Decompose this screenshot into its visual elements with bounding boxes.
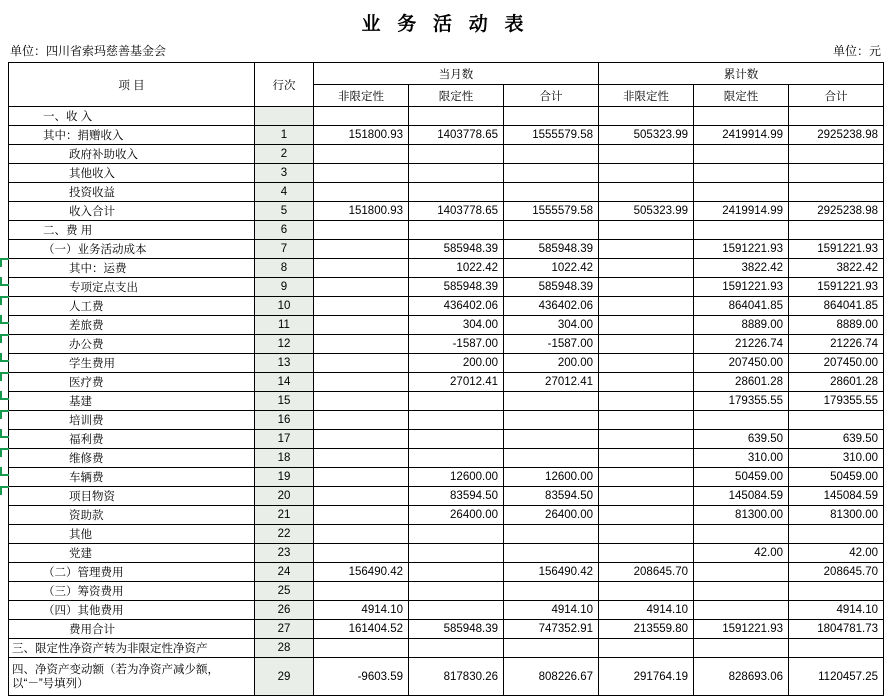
cell-current-total: 200.00 — [504, 354, 599, 373]
cell-cumulative-total — [789, 145, 884, 164]
cell-current-restricted — [409, 411, 504, 430]
row-item-label: 政府补助收入 — [9, 145, 255, 164]
cell-current-restricted — [409, 392, 504, 411]
cell-cumulative-total — [789, 639, 884, 658]
row-line-number: 18 — [255, 449, 314, 468]
table-row — [9, 582, 884, 601]
row-item-label: 项目物资 — [9, 487, 255, 506]
table-row — [9, 487, 884, 506]
cell-cumulative-total: 28601.28 — [789, 373, 884, 392]
unit-label: 单位：元 — [832, 44, 881, 58]
cell-current-unrestricted: -9603.59 — [314, 658, 409, 696]
cell-cumulative-unrestricted: 505323.99 — [599, 202, 694, 221]
cell-current-restricted: 585948.39 — [409, 620, 504, 639]
cell-cumulative-restricted — [694, 563, 789, 582]
table-row — [9, 658, 884, 696]
cell-current-total — [504, 582, 599, 601]
table-row — [9, 544, 884, 563]
cell-cumulative-unrestricted — [599, 373, 694, 392]
cell-cumulative-total: 81300.00 — [789, 506, 884, 525]
cell-cumulative-restricted — [694, 164, 789, 183]
table-row — [9, 126, 884, 145]
cell-cumulative-unrestricted — [599, 164, 694, 183]
table-row — [9, 639, 884, 658]
cell-current-unrestricted — [314, 316, 409, 335]
row-line-number — [255, 107, 314, 126]
page-title: 业 务 活 动 表 — [361, 14, 530, 35]
cell-current-total: 747352.91 — [504, 620, 599, 639]
row-line-number: 17 — [255, 430, 314, 449]
cell-cumulative-unrestricted — [599, 468, 694, 487]
cell-current-unrestricted — [314, 582, 409, 601]
cell-current-restricted — [409, 145, 504, 164]
table-row — [9, 240, 884, 259]
cell-current-unrestricted — [314, 107, 409, 126]
cell-current-unrestricted — [314, 430, 409, 449]
cell-cumulative-unrestricted — [599, 221, 694, 240]
cell-current-unrestricted — [314, 145, 409, 164]
cell-current-restricted: 1403778.65 — [409, 202, 504, 221]
cell-cumulative-restricted: 50459.00 — [694, 468, 789, 487]
cell-current-restricted: 26400.00 — [409, 506, 504, 525]
cell-cumulative-unrestricted — [599, 335, 694, 354]
cell-cumulative-unrestricted: 208645.70 — [599, 563, 694, 582]
cell-current-unrestricted — [314, 506, 409, 525]
cell-current-total: 585948.39 — [504, 278, 599, 297]
cell-current-unrestricted — [314, 164, 409, 183]
cell-current-total: -1587.00 — [504, 335, 599, 354]
cell-cumulative-restricted — [694, 183, 789, 202]
cell-current-restricted — [409, 601, 504, 620]
cell-cumulative-total: 1591221.93 — [789, 278, 884, 297]
row-item-label: 其中：捐赠收入 — [9, 126, 255, 145]
cell-current-restricted — [409, 563, 504, 582]
row-item-label: 专项定点支出 — [9, 278, 255, 297]
cell-cumulative-restricted: 28601.28 — [694, 373, 789, 392]
table-row — [9, 354, 884, 373]
cell-cumulative-restricted: 1591221.93 — [694, 620, 789, 639]
row-line-number: 13 — [255, 354, 314, 373]
cell-current-unrestricted: 4914.10 — [314, 601, 409, 620]
cell-current-unrestricted — [314, 639, 409, 658]
cell-cumulative-restricted: 207450.00 — [694, 354, 789, 373]
header-cumulative-restricted: 限定性 — [694, 85, 789, 107]
header-cumulative-unrestricted: 非限定性 — [599, 85, 694, 107]
cell-current-unrestricted — [314, 240, 409, 259]
row-line-number: 25 — [255, 582, 314, 601]
row-line-number: 29 — [255, 658, 314, 696]
cell-current-restricted — [409, 183, 504, 202]
row-line-number: 14 — [255, 373, 314, 392]
cell-cumulative-total: 1804781.73 — [789, 620, 884, 639]
row-item-label: 费用合计 — [9, 620, 255, 639]
cell-cumulative-restricted: 639.50 — [694, 430, 789, 449]
table-row — [9, 259, 884, 278]
cell-current-unrestricted — [314, 373, 409, 392]
row-item-label: 投资收益 — [9, 183, 255, 202]
cell-current-total — [504, 525, 599, 544]
cell-current-unrestricted — [314, 183, 409, 202]
table-row — [9, 107, 884, 126]
cell-current-restricted: 1022.42 — [409, 259, 504, 278]
cell-cumulative-restricted: 145084.59 — [694, 487, 789, 506]
cell-cumulative-restricted: 179355.55 — [694, 392, 789, 411]
cell-cumulative-restricted: 81300.00 — [694, 506, 789, 525]
cell-current-total: 4914.10 — [504, 601, 599, 620]
row-item-label: 福利费 — [9, 430, 255, 449]
row-item-label: 人工费 — [9, 297, 255, 316]
table-row — [9, 183, 884, 202]
header-current-total: 合计 — [504, 85, 599, 107]
cell-current-restricted: 585948.39 — [409, 278, 504, 297]
cell-cumulative-total: 145084.59 — [789, 487, 884, 506]
cell-cumulative-restricted: 310.00 — [694, 449, 789, 468]
cell-cumulative-restricted — [694, 525, 789, 544]
cell-cumulative-restricted: 8889.00 — [694, 316, 789, 335]
table-row — [9, 202, 884, 221]
cell-current-unrestricted — [314, 487, 409, 506]
header-line-no: 行次 — [255, 63, 314, 107]
row-line-number: 27 — [255, 620, 314, 639]
row-item-label: （四）其他费用 — [9, 601, 255, 620]
cell-current-unrestricted: 156490.42 — [314, 563, 409, 582]
cell-cumulative-total: 21226.74 — [789, 335, 884, 354]
row-line-number: 28 — [255, 639, 314, 658]
row-line-number: 7 — [255, 240, 314, 259]
cell-cumulative-total: 639.50 — [789, 430, 884, 449]
table-header-row — [9, 63, 884, 85]
cell-current-restricted — [409, 107, 504, 126]
cell-current-restricted: 304.00 — [409, 316, 504, 335]
cell-current-total: 436402.06 — [504, 297, 599, 316]
header-current-month: 当月数 — [314, 63, 599, 85]
cell-cumulative-unrestricted — [599, 544, 694, 563]
row-item-label: 办公费 — [9, 335, 255, 354]
row-line-number: 12 — [255, 335, 314, 354]
cell-current-total: 1022.42 — [504, 259, 599, 278]
row-item-label: 资助款 — [9, 506, 255, 525]
row-line-number: 1 — [255, 126, 314, 145]
header-item: 项 目 — [9, 63, 255, 107]
cell-cumulative-total: 50459.00 — [789, 468, 884, 487]
row-line-number: 16 — [255, 411, 314, 430]
cell-current-unrestricted — [314, 354, 409, 373]
row-item-label: 一、收 入 — [9, 107, 255, 126]
cell-cumulative-total — [789, 183, 884, 202]
row-line-number: 5 — [255, 202, 314, 221]
cell-cumulative-unrestricted — [599, 582, 694, 601]
cell-current-restricted — [409, 582, 504, 601]
organization-label: 单位：四川省索玛慈善基金会 — [10, 44, 167, 58]
table-row — [9, 449, 884, 468]
row-item-label: 培训费 — [9, 411, 255, 430]
row-item-label: 维修费 — [9, 449, 255, 468]
subheader — [8, 42, 883, 62]
cell-cumulative-restricted: 1591221.93 — [694, 278, 789, 297]
cell-current-total: 304.00 — [504, 316, 599, 335]
table-row — [9, 601, 884, 620]
cell-cumulative-restricted: 2419914.99 — [694, 202, 789, 221]
cell-current-unrestricted — [314, 525, 409, 544]
cell-cumulative-total: 207450.00 — [789, 354, 884, 373]
cell-cumulative-restricted — [694, 601, 789, 620]
cell-cumulative-total: 42.00 — [789, 544, 884, 563]
table-row — [9, 335, 884, 354]
cell-current-total — [504, 392, 599, 411]
cell-cumulative-total — [789, 164, 884, 183]
cell-current-unrestricted — [314, 468, 409, 487]
cell-cumulative-unrestricted: 505323.99 — [599, 126, 694, 145]
cell-cumulative-total: 208645.70 — [789, 563, 884, 582]
row-item-label: 学生费用 — [9, 354, 255, 373]
activity-statement-table — [8, 62, 884, 696]
row-item-label: 差旅费 — [9, 316, 255, 335]
cell-cumulative-restricted — [694, 411, 789, 430]
cell-current-total: 26400.00 — [504, 506, 599, 525]
cell-cumulative-restricted: 3822.42 — [694, 259, 789, 278]
cell-cumulative-unrestricted — [599, 487, 694, 506]
cell-current-unrestricted — [314, 544, 409, 563]
table-row — [9, 506, 884, 525]
row-item-label: （三）筹资费用 — [9, 582, 255, 601]
row-item-label: 党建 — [9, 544, 255, 563]
table-row — [9, 620, 884, 639]
cell-cumulative-total: 864041.85 — [789, 297, 884, 316]
cell-current-restricted — [409, 164, 504, 183]
cell-cumulative-unrestricted — [599, 525, 694, 544]
cell-cumulative-restricted: 2419914.99 — [694, 126, 789, 145]
cell-cumulative-unrestricted — [599, 449, 694, 468]
row-line-number: 20 — [255, 487, 314, 506]
row-item-label: （一）业务活动成本 — [9, 240, 255, 259]
cell-current-restricted — [409, 221, 504, 240]
table-row — [9, 563, 884, 582]
cell-cumulative-unrestricted: 4914.10 — [599, 601, 694, 620]
cell-cumulative-restricted — [694, 639, 789, 658]
row-line-number: 24 — [255, 563, 314, 582]
row-line-number: 2 — [255, 145, 314, 164]
cell-current-restricted: 83594.50 — [409, 487, 504, 506]
cell-cumulative-unrestricted — [599, 107, 694, 126]
row-line-number: 11 — [255, 316, 314, 335]
cell-cumulative-restricted: 42.00 — [694, 544, 789, 563]
cell-cumulative-restricted — [694, 221, 789, 240]
row-item-label: 三、限定性净资产转为非限定性净资产 — [9, 639, 255, 658]
cell-cumulative-total: 1591221.93 — [789, 240, 884, 259]
table-row — [9, 468, 884, 487]
cell-cumulative-total — [789, 582, 884, 601]
cell-current-unrestricted — [314, 392, 409, 411]
row-item-label: 基建 — [9, 392, 255, 411]
table-row — [9, 525, 884, 544]
table-row — [9, 392, 884, 411]
cell-cumulative-restricted: 828693.06 — [694, 658, 789, 696]
cell-current-unrestricted: 151800.93 — [314, 202, 409, 221]
cell-current-unrestricted — [314, 411, 409, 430]
cell-cumulative-unrestricted — [599, 354, 694, 373]
row-line-number: 10 — [255, 297, 314, 316]
table-row — [9, 221, 884, 240]
cell-current-unrestricted — [314, 335, 409, 354]
cell-cumulative-unrestricted — [599, 639, 694, 658]
cell-current-restricted: 200.00 — [409, 354, 504, 373]
table-row — [9, 164, 884, 183]
cell-current-total: 83594.50 — [504, 487, 599, 506]
row-line-number: 9 — [255, 278, 314, 297]
row-item-label: 收入合计 — [9, 202, 255, 221]
row-line-number: 26 — [255, 601, 314, 620]
cell-cumulative-restricted — [694, 107, 789, 126]
cell-cumulative-restricted — [694, 145, 789, 164]
row-line-number: 21 — [255, 506, 314, 525]
cell-current-total — [504, 145, 599, 164]
cell-current-total: 808226.67 — [504, 658, 599, 696]
cell-cumulative-total: 2925238.98 — [789, 202, 884, 221]
cell-cumulative-restricted: 21226.74 — [694, 335, 789, 354]
row-line-number: 15 — [255, 392, 314, 411]
cell-current-restricted: 27012.41 — [409, 373, 504, 392]
cell-current-total: 585948.39 — [504, 240, 599, 259]
cell-current-restricted — [409, 639, 504, 658]
row-item-label: 其中：运费 — [9, 259, 255, 278]
row-item-label: 其他收入 — [9, 164, 255, 183]
cell-current-restricted: 436402.06 — [409, 297, 504, 316]
cell-cumulative-restricted — [694, 582, 789, 601]
cell-current-total: 1555579.58 — [504, 202, 599, 221]
table-row — [9, 430, 884, 449]
row-item-label: 车辆费 — [9, 468, 255, 487]
cell-cumulative-total — [789, 107, 884, 126]
row-item-label: 其他 — [9, 525, 255, 544]
cell-cumulative-unrestricted — [599, 506, 694, 525]
cell-current-restricted: 12600.00 — [409, 468, 504, 487]
row-line-number: 19 — [255, 468, 314, 487]
header-cumulative: 累计数 — [599, 63, 884, 85]
cell-cumulative-unrestricted: 213559.80 — [599, 620, 694, 639]
cell-cumulative-total: 4914.10 — [789, 601, 884, 620]
cell-cumulative-unrestricted — [599, 316, 694, 335]
table-row — [9, 278, 884, 297]
cell-cumulative-unrestricted — [599, 297, 694, 316]
cell-cumulative-unrestricted — [599, 240, 694, 259]
cell-current-total — [504, 449, 599, 468]
cell-current-unrestricted: 161404.52 — [314, 620, 409, 639]
table-row — [9, 373, 884, 392]
row-item-label: （二）管理费用 — [9, 563, 255, 582]
table-row — [9, 297, 884, 316]
cell-cumulative-total: 3822.42 — [789, 259, 884, 278]
cell-current-unrestricted — [314, 449, 409, 468]
cell-current-total — [504, 411, 599, 430]
cell-current-total — [504, 183, 599, 202]
cell-current-total — [504, 164, 599, 183]
cell-current-restricted — [409, 449, 504, 468]
row-line-number: 22 — [255, 525, 314, 544]
cell-current-unrestricted — [314, 221, 409, 240]
cell-current-total: 27012.41 — [504, 373, 599, 392]
cell-current-total — [504, 544, 599, 563]
cell-current-total — [504, 639, 599, 658]
cell-current-total: 12600.00 — [504, 468, 599, 487]
cell-cumulative-unrestricted: 291764.19 — [599, 658, 694, 696]
cell-current-unrestricted — [314, 259, 409, 278]
cell-current-unrestricted: 151800.93 — [314, 126, 409, 145]
row-line-number: 3 — [255, 164, 314, 183]
cell-current-restricted — [409, 525, 504, 544]
table-row — [9, 411, 884, 430]
cell-current-unrestricted — [314, 297, 409, 316]
header-current-restricted: 限定性 — [409, 85, 504, 107]
cell-current-total: 156490.42 — [504, 563, 599, 582]
cell-cumulative-unrestricted — [599, 278, 694, 297]
cell-current-unrestricted — [314, 278, 409, 297]
cell-current-total: 1555579.58 — [504, 126, 599, 145]
cell-cumulative-unrestricted — [599, 145, 694, 164]
row-item-label: 二、费 用 — [9, 221, 255, 240]
row-line-number: 23 — [255, 544, 314, 563]
cell-cumulative-unrestricted — [599, 259, 694, 278]
table-row — [9, 316, 884, 335]
cell-cumulative-restricted: 864041.85 — [694, 297, 789, 316]
cell-cumulative-unrestricted — [599, 411, 694, 430]
cell-current-restricted — [409, 544, 504, 563]
cell-cumulative-total — [789, 221, 884, 240]
cell-current-restricted: -1587.00 — [409, 335, 504, 354]
cell-cumulative-restricted: 1591221.93 — [694, 240, 789, 259]
cell-cumulative-total — [789, 525, 884, 544]
cell-cumulative-total: 8889.00 — [789, 316, 884, 335]
header-current-unrestricted: 非限定性 — [314, 85, 409, 107]
cell-current-total — [504, 430, 599, 449]
row-item-label: 四、净资产变动额（若为净资产减少额，以“－”号填列） — [9, 658, 255, 696]
cell-current-restricted: 585948.39 — [409, 240, 504, 259]
cell-cumulative-total: 1120457.25 — [789, 658, 884, 696]
cell-cumulative-unrestricted — [599, 430, 694, 449]
margin-markers — [0, 0, 8, 654]
cell-cumulative-total — [789, 411, 884, 430]
row-line-number: 4 — [255, 183, 314, 202]
cell-current-restricted: 1403778.65 — [409, 126, 504, 145]
header-cumulative-total: 合计 — [789, 85, 884, 107]
cell-current-restricted — [409, 430, 504, 449]
cell-cumulative-total: 179355.55 — [789, 392, 884, 411]
cell-current-total — [504, 107, 599, 126]
cell-cumulative-total: 2925238.98 — [789, 126, 884, 145]
cell-cumulative-total: 310.00 — [789, 449, 884, 468]
cell-current-restricted: 817830.26 — [409, 658, 504, 696]
row-item-label: 医疗费 — [9, 373, 255, 392]
table-row — [9, 145, 884, 164]
row-line-number: 8 — [255, 259, 314, 278]
row-line-number: 6 — [255, 221, 314, 240]
cell-cumulative-unrestricted — [599, 183, 694, 202]
cell-current-total — [504, 221, 599, 240]
cell-cumulative-unrestricted — [599, 392, 694, 411]
